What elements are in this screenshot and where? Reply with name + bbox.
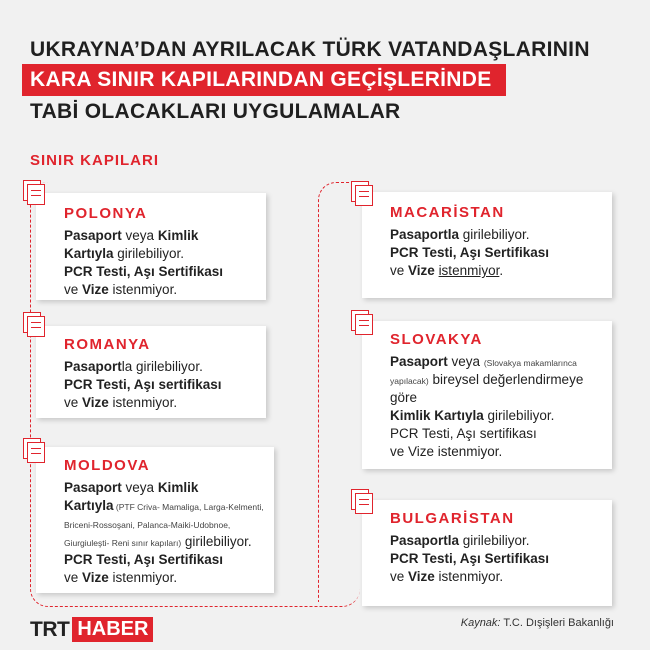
document-icon [351, 489, 373, 515]
document-icon [351, 310, 373, 336]
card-text: Pasaportla girilebiliyor. PCR Testi, Aşı sertifikası ve Vize istenmiyor. [64, 359, 222, 410]
card-macaristan [362, 192, 612, 298]
document-icon [23, 438, 45, 464]
source-credit: Kaynak: T.C. Dışişleri Bakanlığı [460, 617, 614, 629]
card-moldova [36, 447, 274, 593]
dashed-connector-right [318, 182, 358, 602]
country-name: POLONYA [64, 205, 148, 222]
document-icon [23, 312, 45, 338]
trt-haber-logo: TRT HABER [30, 617, 153, 642]
country-name: MOLDOVA [64, 457, 151, 474]
card-text: Pasaportla girilebiliyor. PCR Testi, Aşı Sertifikası ve Vize istenmiyor. [390, 227, 550, 278]
card-text: Pasaportla girilebiliyor. PCR Testi, Aşı Sertifikası ve Vize istenmiyor. [390, 533, 550, 584]
card-text: Pasaport veya Kimlik Kartıyla girilebiliyor. PCR Testi, Aşı Sertifikası ve Vize istenmiyor. [64, 228, 224, 297]
card-slovakya [362, 321, 612, 469]
card-polonya [36, 193, 266, 300]
section-heading: SINIR KAPILARI [30, 152, 160, 169]
country-name: SLOVAKYA [390, 331, 483, 348]
title-line-2: KARA SINIR KAPILARINDAN GEÇİŞLERİNDE [22, 64, 506, 96]
country-name: BULGARİSTAN [390, 510, 515, 527]
card-text: Pasaport veya Kimlik Kartıyla (PTF Criva- Mamaliga, Larga-Kelmenti, Briceni-Rossoşani, Palanca-Maiki-Udobnoe, Giurgiuleşti- Reni sınır kapıları) girilebiliyor. PCR Testi, Aşı Sertifikası ve Vize istenmiyor. [64, 480, 264, 585]
title-line-3: TABİ OLACAKLARI UYGULAMALAR [30, 100, 401, 123]
country-name: MACARİSTAN [390, 204, 505, 221]
card-romanya [36, 326, 266, 418]
card-bulgaristan [362, 500, 612, 606]
country-name: ROMANYA [64, 336, 151, 353]
title-line-1: UKRAYNA’DAN AYRILACAK TÜRK VATANDAŞLARININ [30, 38, 590, 61]
card-text: Pasaport veya (Slovakya makamlarınca yapılacak) bireysel değerlendirmeye göre Kimlik Kartıyla girilebiliyor. PCR Testi, Aşı sertifikası ve Vize istenmiyor. [390, 354, 584, 459]
document-icon [351, 181, 373, 207]
document-icon [23, 180, 45, 206]
